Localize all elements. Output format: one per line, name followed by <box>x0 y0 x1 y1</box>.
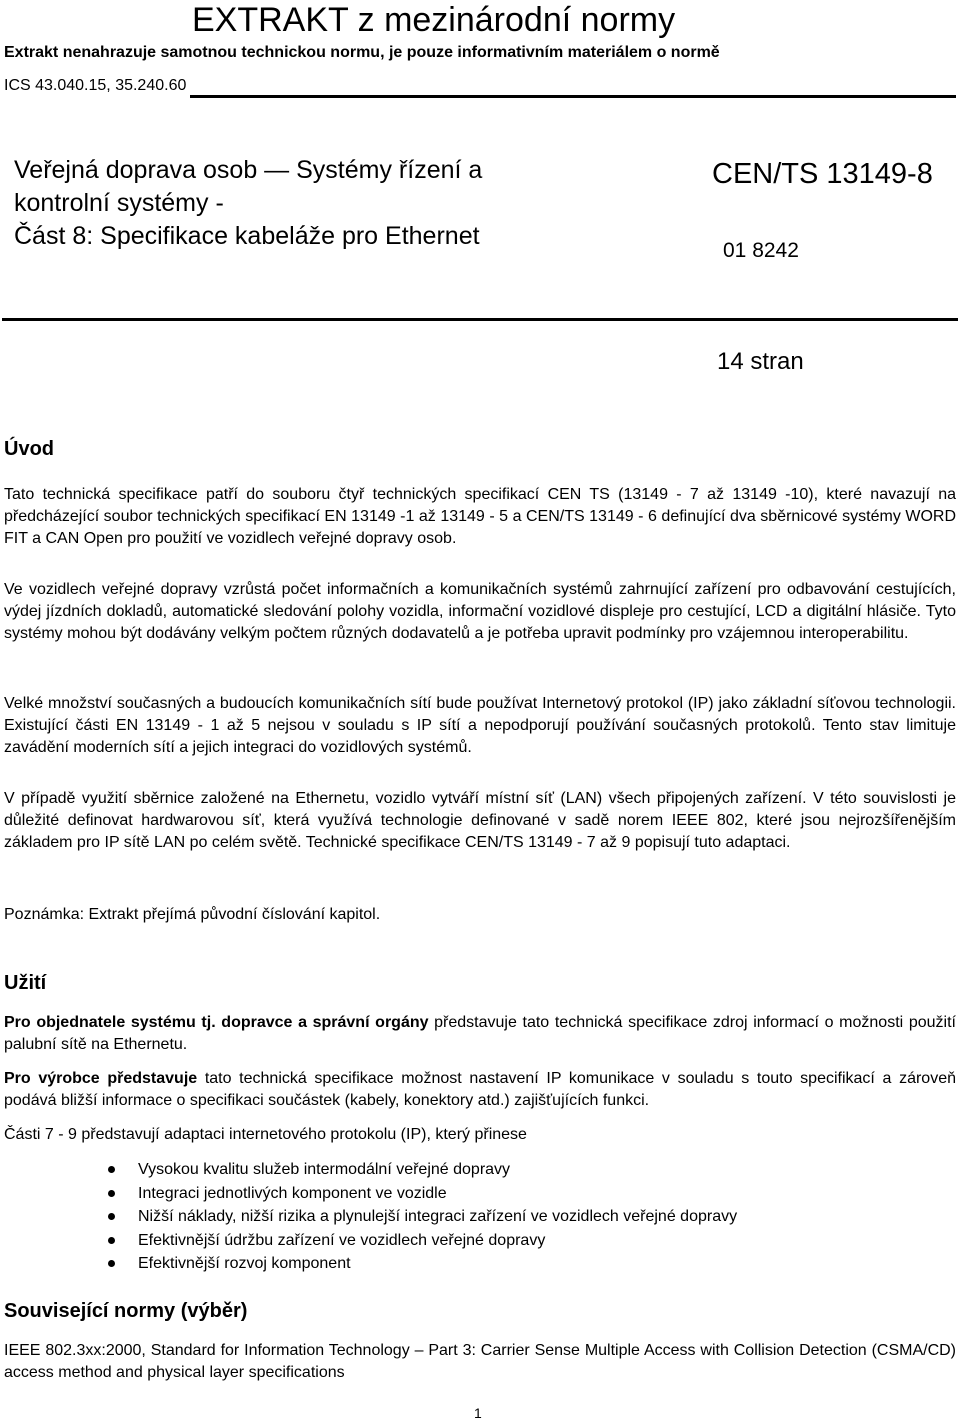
page-number: 1 <box>474 1405 482 1421</box>
standard-id: CEN/TS 13149-8 <box>712 158 933 190</box>
bullet-icon <box>108 1260 115 1267</box>
header-rule <box>190 95 956 98</box>
benefit-list <box>108 1158 948 1276</box>
bullet-icon <box>108 1237 115 1244</box>
document-title: EXTRAKT z mezinárodní normy <box>192 1 676 39</box>
list-item: Efektivnější rozvoj komponent <box>108 1252 948 1276</box>
paragraph: V případě využití sběrnice založené na Ethernetu, vozidlo vytváří místní síť (LAN) všech připojených zařízení. V této souvislosti je důležité definovat hardwarovou síť, která využívá technologie definované v sadě norem IEEE 802, které jsou nejrozšířenějším základem pro IP sítě LAN po celém světě. Technické specifikace CEN/TS 13149 - 7 až 9 popisují tuto adaptaci. <box>4 790 956 851</box>
list-item: Integraci jednotlivých komponent ve vozidle <box>108 1182 948 1206</box>
page-count: 14 stran <box>717 348 804 375</box>
paragraph: Části 7 - 9 představují adaptaci internetového protokolu (IP), který přinese <box>4 1126 527 1143</box>
section-heading-uvod: Úvod <box>4 438 54 460</box>
section-heading-souvisejici: Související normy (výběr) <box>4 1300 248 1322</box>
paragraph: Pro výrobce představuje tato technická specifikace možnost nastavení IP komunikace v souladu s touto specifikací a zároveň podává bližší informace o specifikaci součástek (kabely, konektory atd.) zajišťujících funkci. <box>4 1070 956 1109</box>
note: Poznámka: Extrakt přejímá původní číslování kapitol. <box>4 906 381 923</box>
standard-title-line: Veřejná doprava osob — Systémy řízení a <box>14 156 483 184</box>
list-item: Efektivnější údržbu zařízení ve vozidlech veřejné dopravy <box>108 1229 948 1253</box>
paragraph: Velké množství současných a budoucích komunikačních sítí bude používat Internetový protokol (IP) jako základní síťovou technologii. Existující části EN 13149 - 1 až 5 nejsou v souladu s IP sítí a nepodporují používání současných protokolů. Tento stav limituje zavádění moderních sítí a jejich integraci do vozidlových systémů. <box>4 695 956 756</box>
class-code: 01 8242 <box>723 239 799 262</box>
paragraph: IEEE 802.3xx:2000, Standard for Information Technology – Part 3: Carrier Sense Multiple Access with Collision Detection (CSMA/CD) access method and physical layer specifications <box>4 1342 956 1381</box>
paragraph: Ve vozidlech veřejné dopravy vzrůstá počet informačních a komunikačních systémů zahrnující zařízení pro odbavování cestujících, výdej jízdních dokladů, automatické sledování polohy vozidla, informační vozidlové displeje pro cestující, LCD a digitální hlásiče. Tyto systémy mohou být dodávány velkým počtem různých dodavatelů a je potřeba upravit podmínky pro vzájemnou interoperabilitu. <box>4 581 957 642</box>
bullet-icon <box>108 1166 115 1173</box>
document-subtitle: Extrakt nenahrazuje samotnou technickou normu, je pouze informativním materiálem o normě <box>4 44 720 61</box>
standard-title-line: Část 8: Specifikace kabeláže pro Ethernet <box>14 222 480 250</box>
section-heading-uziti: Užití <box>4 972 47 994</box>
list-item: Vysokou kvalitu služeb intermodální veřejné dopravy <box>108 1158 948 1182</box>
title-rule <box>2 318 958 321</box>
ics-code: ICS 43.040.15, 35.240.60 <box>4 77 187 94</box>
standard-title <box>14 154 482 253</box>
paragraph: Pro objednatele systému tj. dopravce a správní orgány představuje tato technická specifikace zdroj informací o možnosti použití palubní sítě na Ethernetu. <box>4 1014 956 1053</box>
list-item: Nižší náklady, nižší rizika a plynulejší integraci zařízení ve vozidlech veřejné dopravy <box>108 1205 948 1229</box>
paragraph: Tato technická specifikace patří do souboru čtyř technických specifikací CEN TS (13149 - 7 až 13149 -10), které navazují na předcházející soubor technických specifikací EN 13149 -1 až 13149 - 5 a CEN/TS 13149 - 6 definující dva sběrnicové systémy WORD FIT a CAN Open pro použití ve vozidlech veřejné dopravy osob. <box>4 486 956 547</box>
bullet-icon <box>108 1190 115 1197</box>
standard-title-line: kontrolní systémy - <box>14 189 224 217</box>
bullet-icon <box>108 1213 115 1220</box>
